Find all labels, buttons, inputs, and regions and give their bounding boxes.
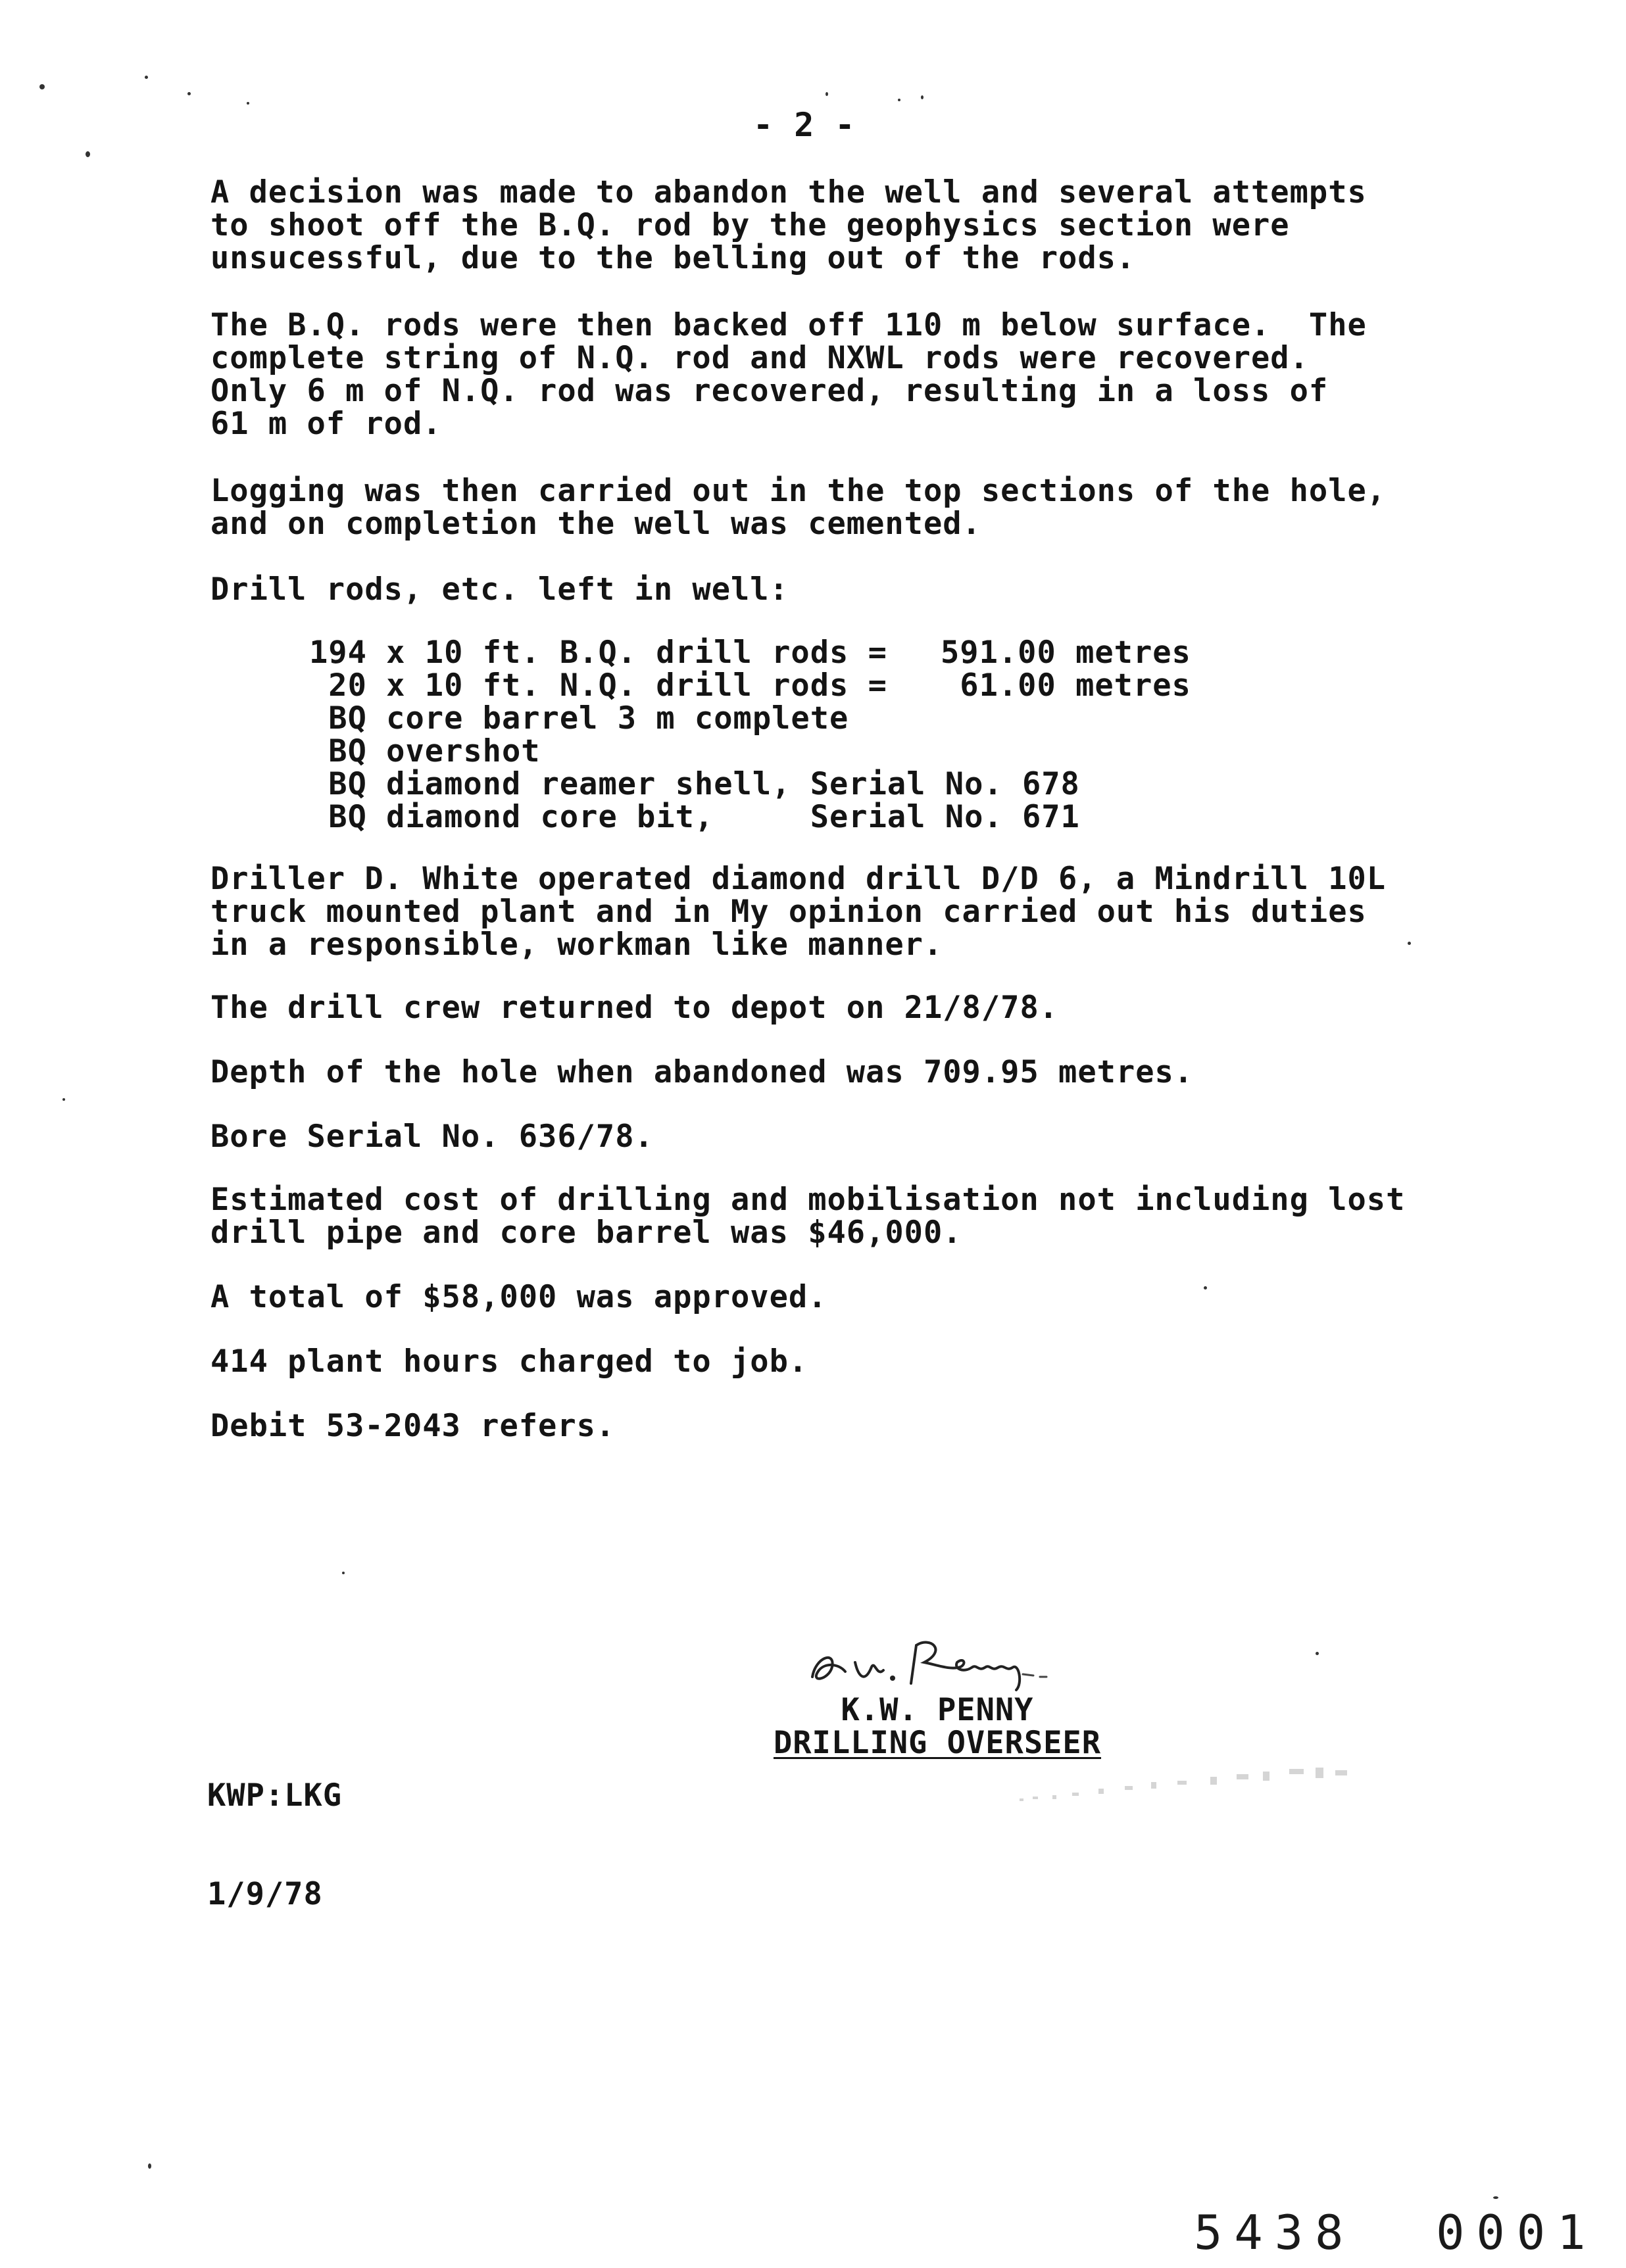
list-item xyxy=(309,735,1191,768)
scan-speck xyxy=(825,92,828,96)
scan-speck xyxy=(1408,942,1411,945)
item-description: BQ overshot xyxy=(309,733,541,769)
scan-speck xyxy=(898,99,900,101)
paragraph-crew-returned: The drill crew returned to depot on 21/8/78. xyxy=(210,990,1059,1026)
scan-speck xyxy=(62,1098,65,1101)
scan-speck xyxy=(342,1572,345,1574)
handwritten-signature xyxy=(799,1631,1075,1694)
paragraph-bore-serial: Bore Serial No. 636/78. xyxy=(210,1119,654,1155)
scan-speck xyxy=(86,151,90,157)
item-description: BQ diamond reamer shell, Serial No. 678 xyxy=(309,766,1080,802)
reference-block xyxy=(207,1714,342,1977)
paragraph-driller: Driller D. White operated diamond drill D/D 6, a Mindrill 10L truck mounted plant and in My opinion carried out his duties in a responsible, workman like manner. xyxy=(210,861,1387,963)
item-description: BQ core barrel 3 m complete xyxy=(309,700,849,736)
list-item xyxy=(309,801,1191,834)
paragraph-rods-recovered: The B.Q. rods were then backed off 110 m below surface. The complete string of N.Q. rod and NXWL rods were recovered. Only 6 m of N.Q. rod was recovered, resulting in a loss of 61 m of rod. xyxy=(210,307,1367,442)
signatory-name: K.W. PENNY xyxy=(841,1692,1034,1728)
item-description: 20 x 10 ft. N.Q. drill rods = xyxy=(309,667,887,704)
scan-speck xyxy=(921,95,924,99)
paragraph-left-in-well-heading: Drill rods, etc. left in well: xyxy=(210,571,789,608)
scan-speck xyxy=(1204,1286,1207,1290)
scan-speck xyxy=(148,2163,151,2169)
item-quantity: 591.00 metres xyxy=(941,635,1191,671)
paragraph-abandon-decision: A decision was made to abandon the well and several attempts to shoot off the B.Q. rod by the geophysics section were unsucessful, due to the belling out of the rods. xyxy=(210,174,1367,276)
document-control-number: 5438 0001 xyxy=(1194,2205,1598,2260)
faint-stamp-mark xyxy=(1013,1762,1362,1815)
scan-speck xyxy=(39,84,45,89)
list-item xyxy=(309,637,1191,669)
paragraph-logging: Logging was then carried out in the top sections of the hole, and on completion the well was cemented. xyxy=(210,473,1387,542)
paragraph-approved-total: A total of $58,000 was approved. xyxy=(210,1279,827,1315)
scan-speck xyxy=(1316,1652,1319,1655)
page-number: - 2 - xyxy=(753,106,856,144)
scan-speck xyxy=(247,102,249,105)
list-item xyxy=(309,669,1191,702)
scan-speck xyxy=(145,76,148,79)
item-description: BQ diamond core bit, Serial No. 671 xyxy=(309,799,1080,835)
left-in-well-list xyxy=(309,637,1191,834)
reference-initials: KWP:LKG xyxy=(207,1777,343,1814)
paragraph-hole-depth: Depth of the hole when abandoned was 709.95 metres. xyxy=(210,1054,1194,1090)
list-item xyxy=(309,768,1191,801)
item-quantity: 61.00 metres xyxy=(941,667,1191,704)
signatory-title: DRILLING OVERSEER xyxy=(773,1725,1102,1761)
paragraph-debit: Debit 53-2043 refers. xyxy=(210,1408,616,1444)
paragraph-plant-hours: 414 plant hours charged to job. xyxy=(210,1343,808,1380)
scan-speck xyxy=(1493,2196,1498,2199)
item-description: 194 x 10 ft. B.Q. drill rods = xyxy=(309,635,887,671)
scan-speck xyxy=(187,92,191,95)
list-item xyxy=(309,702,1191,735)
reference-date: 1/9/78 xyxy=(207,1876,323,1912)
paragraph-estimated-cost: Estimated cost of drilling and mobilisation not including lost drill pipe and core barrel was $46,000. xyxy=(210,1182,1406,1251)
signature-block xyxy=(753,1631,1121,1760)
